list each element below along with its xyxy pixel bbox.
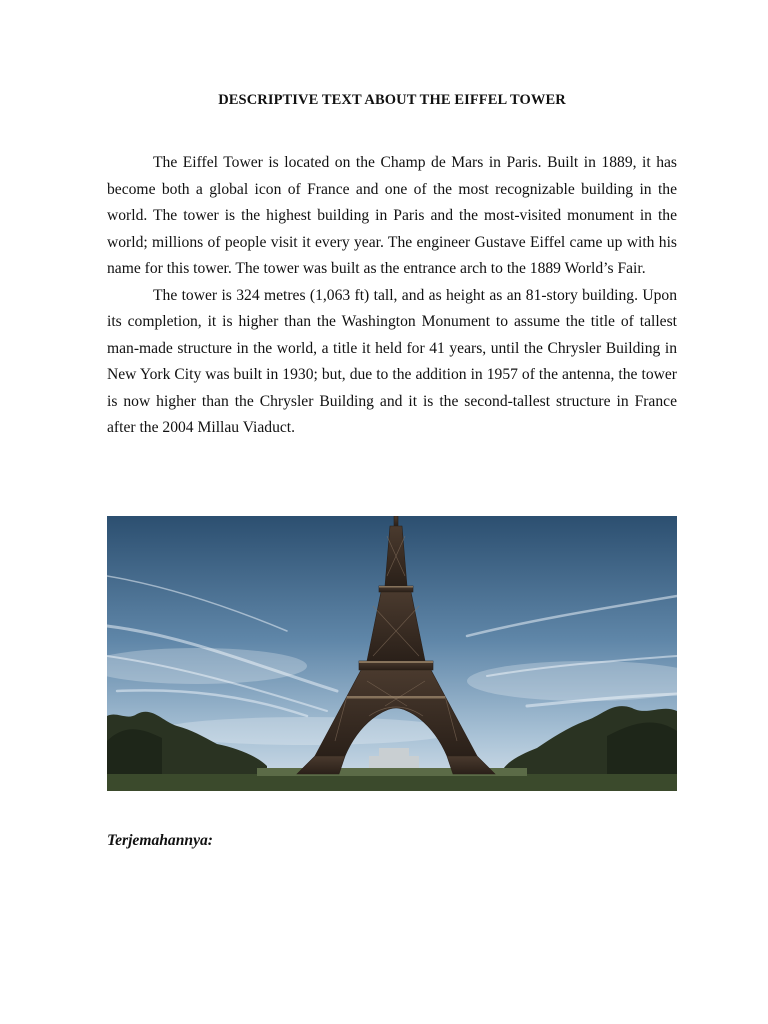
- paragraph-2: The tower is 324 metres (1,063 ft) tall, and as height as an 81-story building. Upon its completion, it is higher than the Washington Monument to assume the title of tallest man-made structure in the world, a title it held for 41 years, until the Chrysler Building in New York City was built in 1930; but, due to the addition in 1957 of the antenna, the tower is now higher than the Chrysler Building and it is the second-tallest structure in France after the 2004 Millau Viaduct.: [107, 286, 677, 436]
- eiffel-tower-photo: [107, 516, 677, 791]
- paragraph-1: The Eiffel Tower is located on the Champ de Mars in Paris. Built in 1889, it has become both a global icon of France and one of the most recognizable building in the world. The tower is the highest building in Paris and the most-visited monument in the world; millions of people visit it every year. The engineer Gustave Eiffel came up with his name for this tower. The tower was built as the entrance arch to the 1889 World’s Fair.: [107, 154, 677, 277]
- document-body: [107, 150, 677, 442]
- document-title: DESCRIPTIVE TEXT ABOUT THE EIFFEL TOWER: [218, 92, 566, 108]
- translation-heading: Terjemahannya:: [107, 832, 213, 849]
- eiffel-tower-illustration: [107, 516, 677, 791]
